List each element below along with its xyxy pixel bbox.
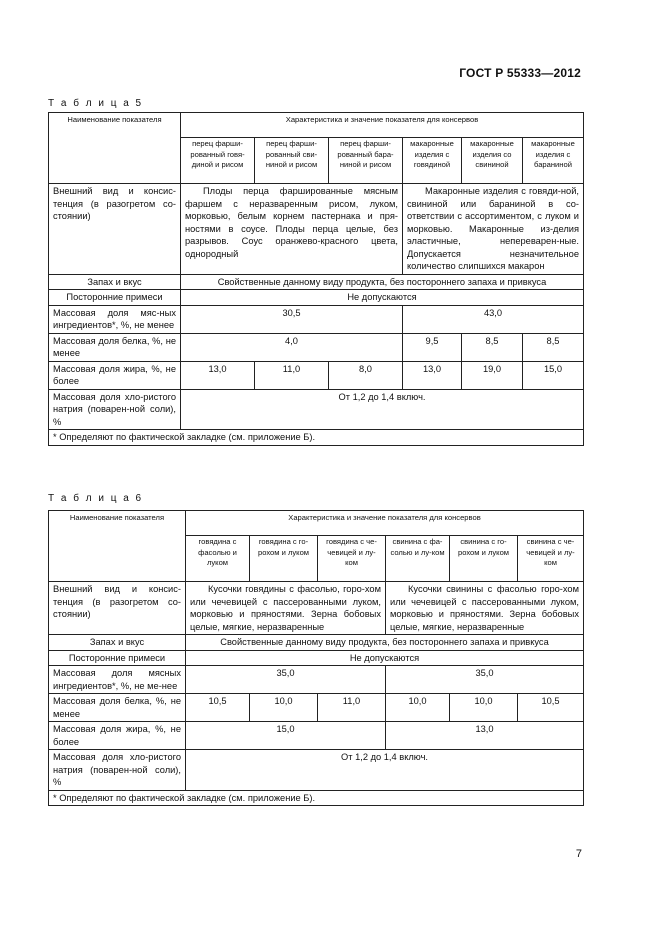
table5-col-header: макаронные изделия с бараниной	[523, 138, 584, 184]
table6-col-header: говядина с го-рохом и луком	[250, 536, 318, 582]
table5-protein-value: 9,5	[403, 333, 462, 361]
table6-fat-beef: 15,0	[186, 722, 386, 750]
table6-row-label: Массовая доля жира, %, не более	[49, 722, 186, 750]
table6-smell-value: Свойственные данному виду продукта, без постороннего запаха и привкуса	[186, 635, 584, 651]
table5-protein-pepper: 4,0	[181, 333, 403, 361]
table5-name-header: Наименование показателя	[49, 113, 181, 184]
table6-col-header: свинина с фа-солью и лу-ком	[386, 536, 450, 582]
table5-appearance-pepper: Плоды перца фаршированные мясным фаршем с неразваренным рисом, луком, морковью, белым корнем пастернака и пря-ностями в соусе. Плоды перца целые, без разрывов. Соус оранжево-красного цвета, однородный	[181, 184, 403, 275]
table6-fat-pork: 13,0	[386, 722, 584, 750]
table5-char-header: Характеристика и значение показателя для консервов	[181, 113, 584, 138]
table5-col-header: макаронные изделия со свининой	[462, 138, 523, 184]
page-number: 7	[575, 848, 582, 860]
table6-col-header: свинина с го-рохом и луком	[450, 536, 518, 582]
table5-protein-value: 8,5	[462, 333, 523, 361]
table5-fat-value: 13,0	[181, 361, 255, 389]
table5-fat-value: 19,0	[462, 361, 523, 389]
table5-fat-value: 13,0	[403, 361, 462, 389]
table6-meat-beef: 35,0	[186, 666, 386, 694]
table5-row-label: Массовая доля белка, %, не менее	[49, 333, 181, 361]
table5-appearance-pasta: Макаронные изделия с говяди-ной, свининой или бараниной в со-ответствии с ассортиментом, с луком и морковью. Макаронные из-делия эластичные, непереварен-ные. Допускается незначительное количество слипшихся макарон	[403, 184, 584, 275]
table6-appearance-beef: Кусочки говядины с фасолью, горо-хом или чечевицей с пассерованными луком, морковью и пряностями. Зерна бобовых целые, мягкие, неразваренные	[186, 582, 386, 635]
table6-row-label: Массовая доля белка, %, не менее	[49, 694, 186, 722]
table5-row-label: Запах и вкус	[49, 274, 181, 290]
table6-row-label: Внешний вид и консис-тенция (в разогретом со-стоянии)	[49, 582, 186, 635]
table5-col-header: перец фарши-рованный сви-ниной и рисом	[255, 138, 329, 184]
table5	[48, 112, 584, 446]
table6-protein-value: 11,0	[318, 694, 386, 722]
table6-appearance-pork: Кусочки свинины с фасолью горо-хом или чечевицей с пассерованными луком, морковью и пряностями. Зерна бобовых целые, мягкие, неразваренные	[386, 582, 584, 635]
table6-protein-value: 10,5	[518, 694, 584, 722]
table5-protein-value: 8,5	[523, 333, 584, 361]
table5-col-header: макаронные изделия с говядиной	[403, 138, 462, 184]
table6-protein-value: 10,0	[450, 694, 518, 722]
table5-smell-value: Свойственные данному виду продукта, без постороннего запаха и привкуса	[181, 274, 584, 290]
table6-char-header: Характеристика и значение показателя для консервов	[186, 511, 584, 536]
table6-row-label: Посторонние примеси	[49, 650, 186, 666]
table5-salt-value: От 1,2 до 1,4 включ.	[181, 389, 584, 430]
table6-col-header: свинина с че-чевицей и лу-ком	[518, 536, 584, 582]
table6-row-label: Массовая доля мясных ингредиентов*, %, не ме-нее	[49, 666, 186, 694]
table6-protein-value: 10,0	[250, 694, 318, 722]
table6-row-label: Массовая доля хло-ристого натрия (поварен-ной соли), %	[49, 750, 186, 791]
table5-col-header: перец фарши-рованный бара-ниной и рисом	[329, 138, 403, 184]
table6-protein-value: 10,0	[386, 694, 450, 722]
table6-caption: Т а б л и ц а 6	[48, 493, 144, 504]
table5-col-header: перец фарши-рованный говя-диной и рисом	[181, 138, 255, 184]
table6-footnote: * Определяют по фактической закладке (см. приложение Б).	[49, 790, 584, 806]
table6-col-header: говядина с фасолью и луком	[186, 536, 250, 582]
table6-meat-pork: 35,0	[386, 666, 584, 694]
table5-fat-value: 11,0	[255, 361, 329, 389]
table5-row-label: Массовая доля мяс-ных ингредиентов*, %, не менее	[49, 305, 181, 333]
table5-row-label: Посторонние примеси	[49, 290, 181, 306]
table5-impurities-value: Не допускаются	[181, 290, 584, 306]
table5-meat-pasta: 43,0	[403, 305, 584, 333]
table5-caption: Т а б л и ц а 5	[48, 98, 144, 109]
table5-row-label: Массовая доля хло-ристого натрия (поварен-ной соли), %	[49, 389, 181, 430]
table5-footnote: * Определяют по фактической закладке (см. приложение Б).	[49, 430, 584, 446]
table5-row-label: Внешний вид и консис-тенция (в разогретом со-стоянии)	[49, 184, 181, 275]
table6-name-header: Наименование показателя	[49, 511, 186, 582]
table6-impurities-value: Не допускаются	[186, 650, 584, 666]
table5-fat-value: 15,0	[523, 361, 584, 389]
table6-row-label: Запах и вкус	[49, 635, 186, 651]
table6-protein-value: 10,5	[186, 694, 250, 722]
table6	[48, 510, 584, 806]
table6-salt-value: От 1,2 до 1,4 включ.	[186, 750, 584, 791]
table5-fat-value: 8,0	[329, 361, 403, 389]
standard-number: ГОСТ Р 55333—2012	[459, 66, 581, 80]
table6-col-header: говядина с че-чевицей и лу-ком	[318, 536, 386, 582]
table5-meat-pepper: 30,5	[181, 305, 403, 333]
table5-row-label: Массовая доля жира, %, не более	[49, 361, 181, 389]
